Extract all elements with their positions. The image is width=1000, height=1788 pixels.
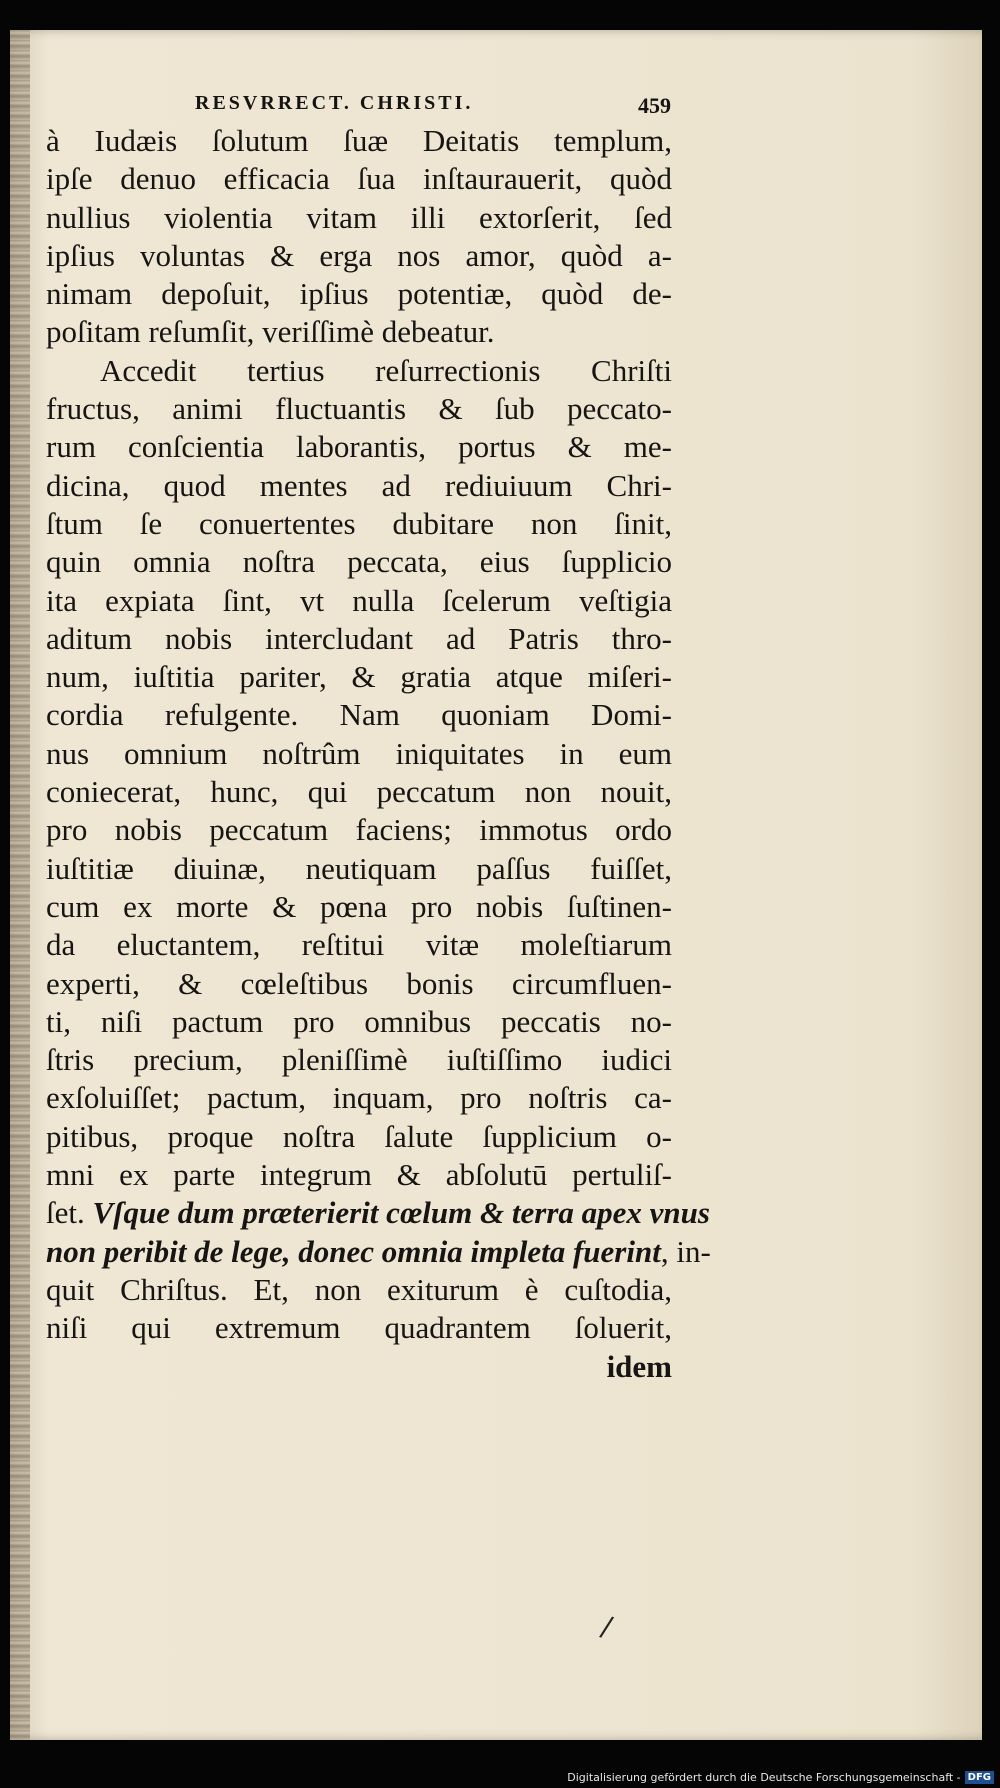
text-line: pitibus, proque noſtra ſalute ſupplicium o-: [46, 1118, 672, 1154]
dfg-logo: DFG: [965, 1771, 994, 1784]
text-line: cordia refulgente. Nam quoniam Domi-: [46, 697, 672, 733]
text-line: num, iuſtitia pariter, & gratia atque miſeri-: [46, 659, 672, 695]
text-line: poſitam reſumſit, veriſſimè debeatur.: [46, 314, 495, 350]
text-fragment: ſet.: [46, 1195, 85, 1231]
catchword: idem: [606, 1348, 672, 1384]
text-fragment: , in-: [660, 1233, 711, 1269]
text-line: à Iudæis ſolutum ſuæ Deitatis templum,: [46, 123, 672, 158]
text-line-quote-end: [46, 1233, 711, 1271]
text-line: nus omnium noſtrûm iniquitates in eum: [46, 735, 672, 771]
text-line: dicina, quod mentes ad rediuiuum Chri-: [46, 467, 672, 503]
text-line: pro nobis peccatum faciens; immotus ordo: [46, 812, 672, 848]
text-line: da eluctantem, reſtitui vitæ moleſtiarum: [46, 927, 672, 963]
footer-credit: Digitalisierung gefördert durch die Deutsche Forschungsgemeinschaft -: [567, 1771, 961, 1784]
text-line: experti, & cœleſtibus bonis circumfluen-: [46, 965, 672, 1001]
text-line: rum conſcientia laborantis, portus & me-: [46, 429, 672, 465]
text-line: iuſtitiæ diuinæ, neutiquam paſſus fuiſſet,: [46, 850, 672, 886]
quotation-italic: non peribit de lege, donec omnia impleta fuerint: [46, 1233, 661, 1269]
text-line: ita expiata ſint, vt nulla ſcelerum veſtigia: [46, 582, 672, 618]
text-line-quote-start: [46, 1194, 710, 1232]
text-line: cum ex morte & pœna pro nobis ſuſtinen-: [46, 888, 672, 924]
page-gutter: [10, 30, 30, 1740]
text-line: quin omnia noſtra peccata, eius ſupplicio: [46, 544, 672, 580]
text-line: ipſius voluntas & erga nos amor, quòd a-: [46, 237, 672, 273]
text-line: ſtris precium, pleniſſimè iuſtiſſimo iudici: [46, 1042, 672, 1078]
digitization-footer: [567, 1771, 994, 1784]
body-text: [46, 122, 711, 1386]
text-line: mni ex parte integrum & abſolutū pertuliſ-: [46, 1157, 672, 1193]
text-line: nullius violentia vitam illi extorſerit, ſed: [46, 199, 672, 235]
book-page: [10, 30, 982, 1740]
text-line: aditum nobis intercludant ad Patris thro-: [46, 620, 672, 656]
quotation-italic: Vſque dum præterierit cœlum & terra apex vnus: [92, 1195, 710, 1231]
text-line: Accedit tertius reſurrectionis Chriſti: [100, 352, 672, 388]
text-line: coniecerat, hunc, qui peccatum non nouit,: [46, 774, 672, 810]
text-line: nimam depoſuit, ipſius potentiæ, quòd de-: [46, 276, 672, 312]
text-line: niſi qui extremum quadrantem ſoluerit,: [46, 1310, 672, 1346]
text-line: ipſe denuo efficacia ſua inſtaurauerit, quòd: [46, 161, 672, 197]
running-head: RESVRRECT. CHRISTI.: [195, 92, 474, 114]
ink-mark: /: [597, 1609, 616, 1644]
text-line: quit Chriſtus. Et, non exiturum è cuſtodia,: [46, 1271, 672, 1307]
text-line: fructus, animi fluctuantis & ſub peccato-: [46, 391, 672, 427]
text-line: ti, niſi pactum pro omnibus peccatis no-: [46, 1003, 672, 1039]
page-number: 459: [638, 93, 671, 118]
text-line: exſoluiſſet; pactum, inquam, pro noſtris ca-: [46, 1080, 672, 1116]
text-line: ſtum ſe conuertentes dubitare non ſinit,: [46, 505, 672, 541]
